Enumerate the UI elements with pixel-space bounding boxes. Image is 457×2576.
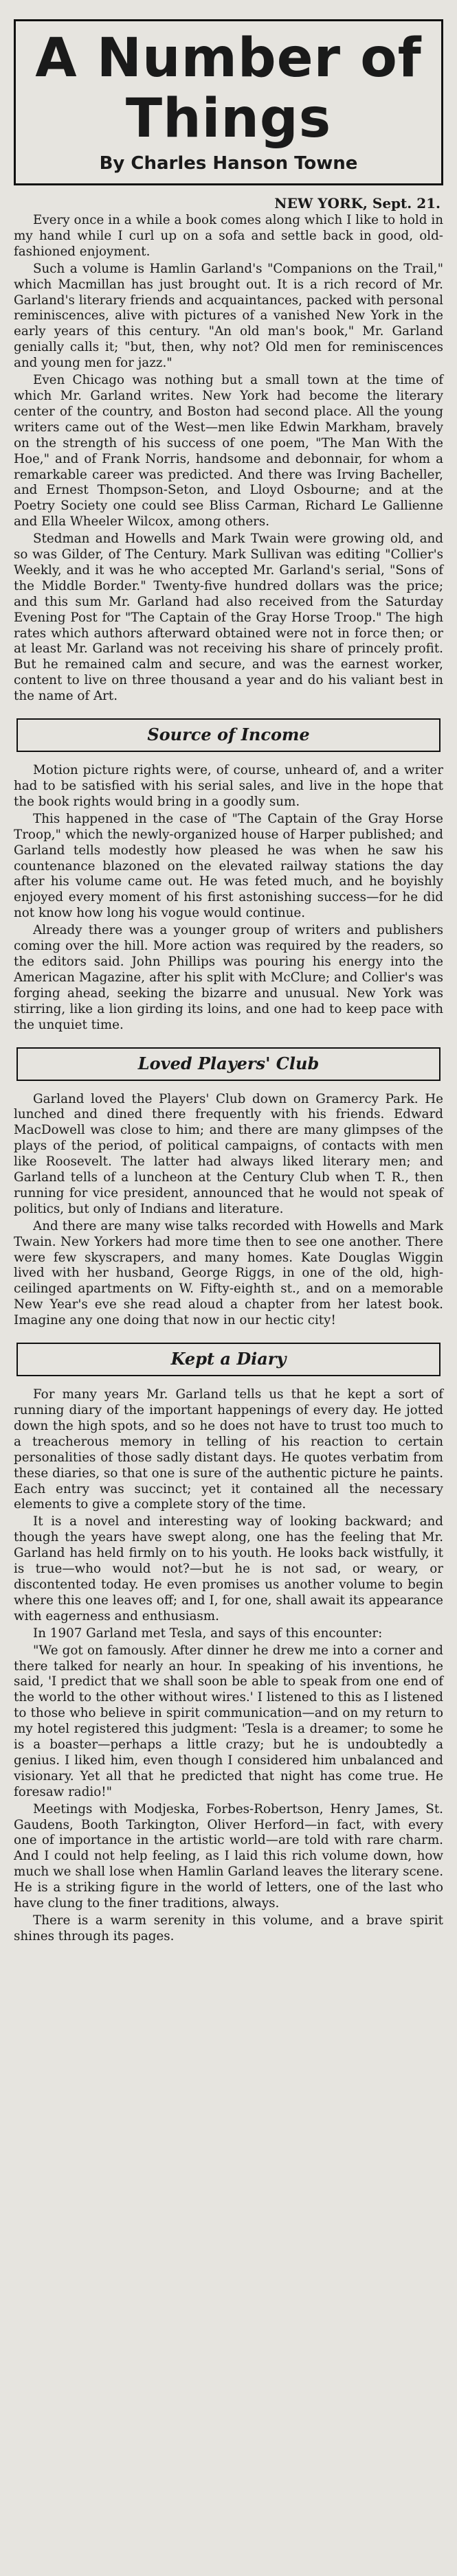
body-paragraph: Every once in a while a book comes along which I like to hold in my hand while I curl up on a sofa and settle back in good, old-fashioned enjoyment.	[14, 213, 443, 259]
body-paragraph: It is a novel and interesting way of looking backward; and though the years have swept along, one has the feeling that Mr. Garland has held firmly on to his youth. He looks back wistfully, it is true—who would not?—but he is not sad, or weary, or discontented today. He even promises us another volume to begin where this one leaves off; and I, for one, shall await its appearance with eagerness and enthusiasm.	[14, 1514, 443, 1623]
body-paragraph: Meetings with Modjeska, Forbes-Robertson, Henry James, St. Gaudens, Booth Tarkington, Oliver Herford—in fact, with every one of importance in the artistic world—are told with rare charm. And I could not help feeling, as I laid this rich volume down, how much we shall lose when Hamlin Garland leaves the literary scene. He is a striking figure in the world of letters, one of the last who have clung to the finer traditions, always.	[14, 1801, 443, 1911]
body-paragraph: Already there was a younger group of writers and publishers coming over the hill. More action was required by the readers, so the editors said. John Phillips was pouring his energy into the American Magazine, after his split with McClure; and Collier's was forging ahead, seeking the bizarre and unusual. New York was stirring, like a lion girding its loins, and one had to keep pace with the unquiet time.	[14, 923, 443, 1032]
body-paragraph: Motion picture rights were, of course, unheard of, and a writer had to be satisfied with his serial sales, and live in the hope that the book rights would bring in a goodly sum.	[14, 763, 443, 809]
masthead-box	[14, 19, 443, 185]
section-heading: Loved Players' Club	[16, 1047, 441, 1081]
body-paragraph: In 1907 Garland met Tesla, and says of this encounter:	[33, 1626, 383, 1641]
body-paragraph: Even Chicago was nothing but a small town at the time of which Mr. Garland writes. New York had become the literary center of the country, and Boston had second place. All the young writers came out of the West—men like Edwin Markham, bravely on the strength of his success of one poem, "The Man With the Hoe," and of Frank Norris, handsome and debonnair, for whom a remarkable career was predicted. And there was Irving Bacheller, and Ernest Thompson-Seton, and Lloyd Osbourne; and at the Poetry Society one could see Bliss Carman, Richard Le Gallienne and Ella Wheeler Wilcox, among others.	[14, 373, 443, 529]
body-paragraph: There is a warm serenity in this volume, and a brave spirit shines through its pages.	[14, 1913, 443, 1944]
body-paragraph: And there are many wise talks recorded with Howells and Mark Twain. New Yorkers had more time then to see one another. There were few skyscrapers, and many homes. Kate Douglas Wiggin lived with her husband, George Riggs, in one of the old, high-ceilinged apartments on W. Fifty-eighth st., and on a memorable New Year's eve she read aloud a chapter from her latest book. Imagine any one doing that now in our hectic city!	[14, 1218, 443, 1328]
section-heading: Source of Income	[16, 718, 441, 752]
body-paragraph: Garland loved the Players' Club down on Gramercy Park. He lunched and dined there frequently with his friends. Edward MacDowell was close to him; and there are many glimpses of the plays of the period, of political campaigns, of contacts with men like Roosevelt. The latter had always liked literary men; and Garland tells of a luncheon at the Century Club when T. R., then running for vice president, announced that he would not speak of politics, but only of Indians and literature.	[14, 1091, 443, 1216]
body-paragraph: This happened in the case of "The Captain of the Gray Horse Troop," which the newly-organized house of Harper published; and Garland tells modestly how pleased he was when he saw his countenance blazoned on the elevated railway stations the day after his volume came out. He was feted much, and he boyishly enjoyed every moment of his first astonishing success—for he did not know how long his vogue would continue.	[14, 811, 443, 921]
newspaper-column	[14, 0, 443, 1945]
headline: A Number of Things	[35, 27, 422, 150]
dateline: NEW YORK, Sept. 21.	[274, 195, 441, 212]
body-paragraph: Stedman and Howells and Mark Twain were growing old, and so was Gilder, of The Century. Mark Sullivan was editing "Collier's Weekly, and it was he who accepted Mr. Garland's serial, "Sons of the Middle Border." Twenty-five hundred dollars was the price; and this sum Mr. Garland had also received from the Saturday Evening Post for "The Captain of the Gray Horse Troop." The high rates which authors afterward obtained were not in force then; or at least Mr. Garland was not receiving his share of princely profit. But he remained calm and secure, and was the earnest worker, content to live on three thousand a year and do his valiant best in the name of Art.	[14, 532, 443, 704]
body-paragraph: "We got on famously. After dinner he drew me into a corner and there talked for nearly an hour. In speaking of his inventions, he said, 'I predict that we shall soon be able to speak from one end of the world to the other without wires.' I listened to this as I listened to those who believe in spirit communication—and on my return to my hotel registered this judgment: 'Tesla is a dreamer; to some he is a boaster—perhaps a little crazy; but he is undoubtedly a genius. I liked him, even though I considered him unbalanced and visionary. Yet all that he predicted that night has come true. He foresaw radio!"	[14, 1643, 443, 1799]
body-paragraph: Such a volume is Hamlin Garland's "Companions on the Trail," which Macmillan has just brought out. It is a rich record of Mr. Garland's literary friends and acquaintances, packed with personal reminiscences, alive with pictures of a vanished New York in the early years of this century. "An old man's book," Mr. Garland genially calls it; "but, then, why not? Old men for reminiscences and young men for jazz."	[14, 261, 443, 371]
byline: By Charles Hanson Towne	[99, 153, 358, 174]
body-paragraph: For many years Mr. Garland tells us that he kept a sort of running diary of the important happenings of every day. He jotted down the high spots, and so he does not have to trust too much to a treacherous memory in telling of his reaction to certain personalities of those sadly distant days. He quotes verbatim from these diaries, so that one is sure of the authentic picture he paints. Each entry was succinct; yet it contained all the necessary elements to give a complete story of the time.	[14, 1387, 443, 1512]
article-body	[14, 213, 443, 1945]
section-heading: Kept a Diary	[16, 1343, 441, 1376]
